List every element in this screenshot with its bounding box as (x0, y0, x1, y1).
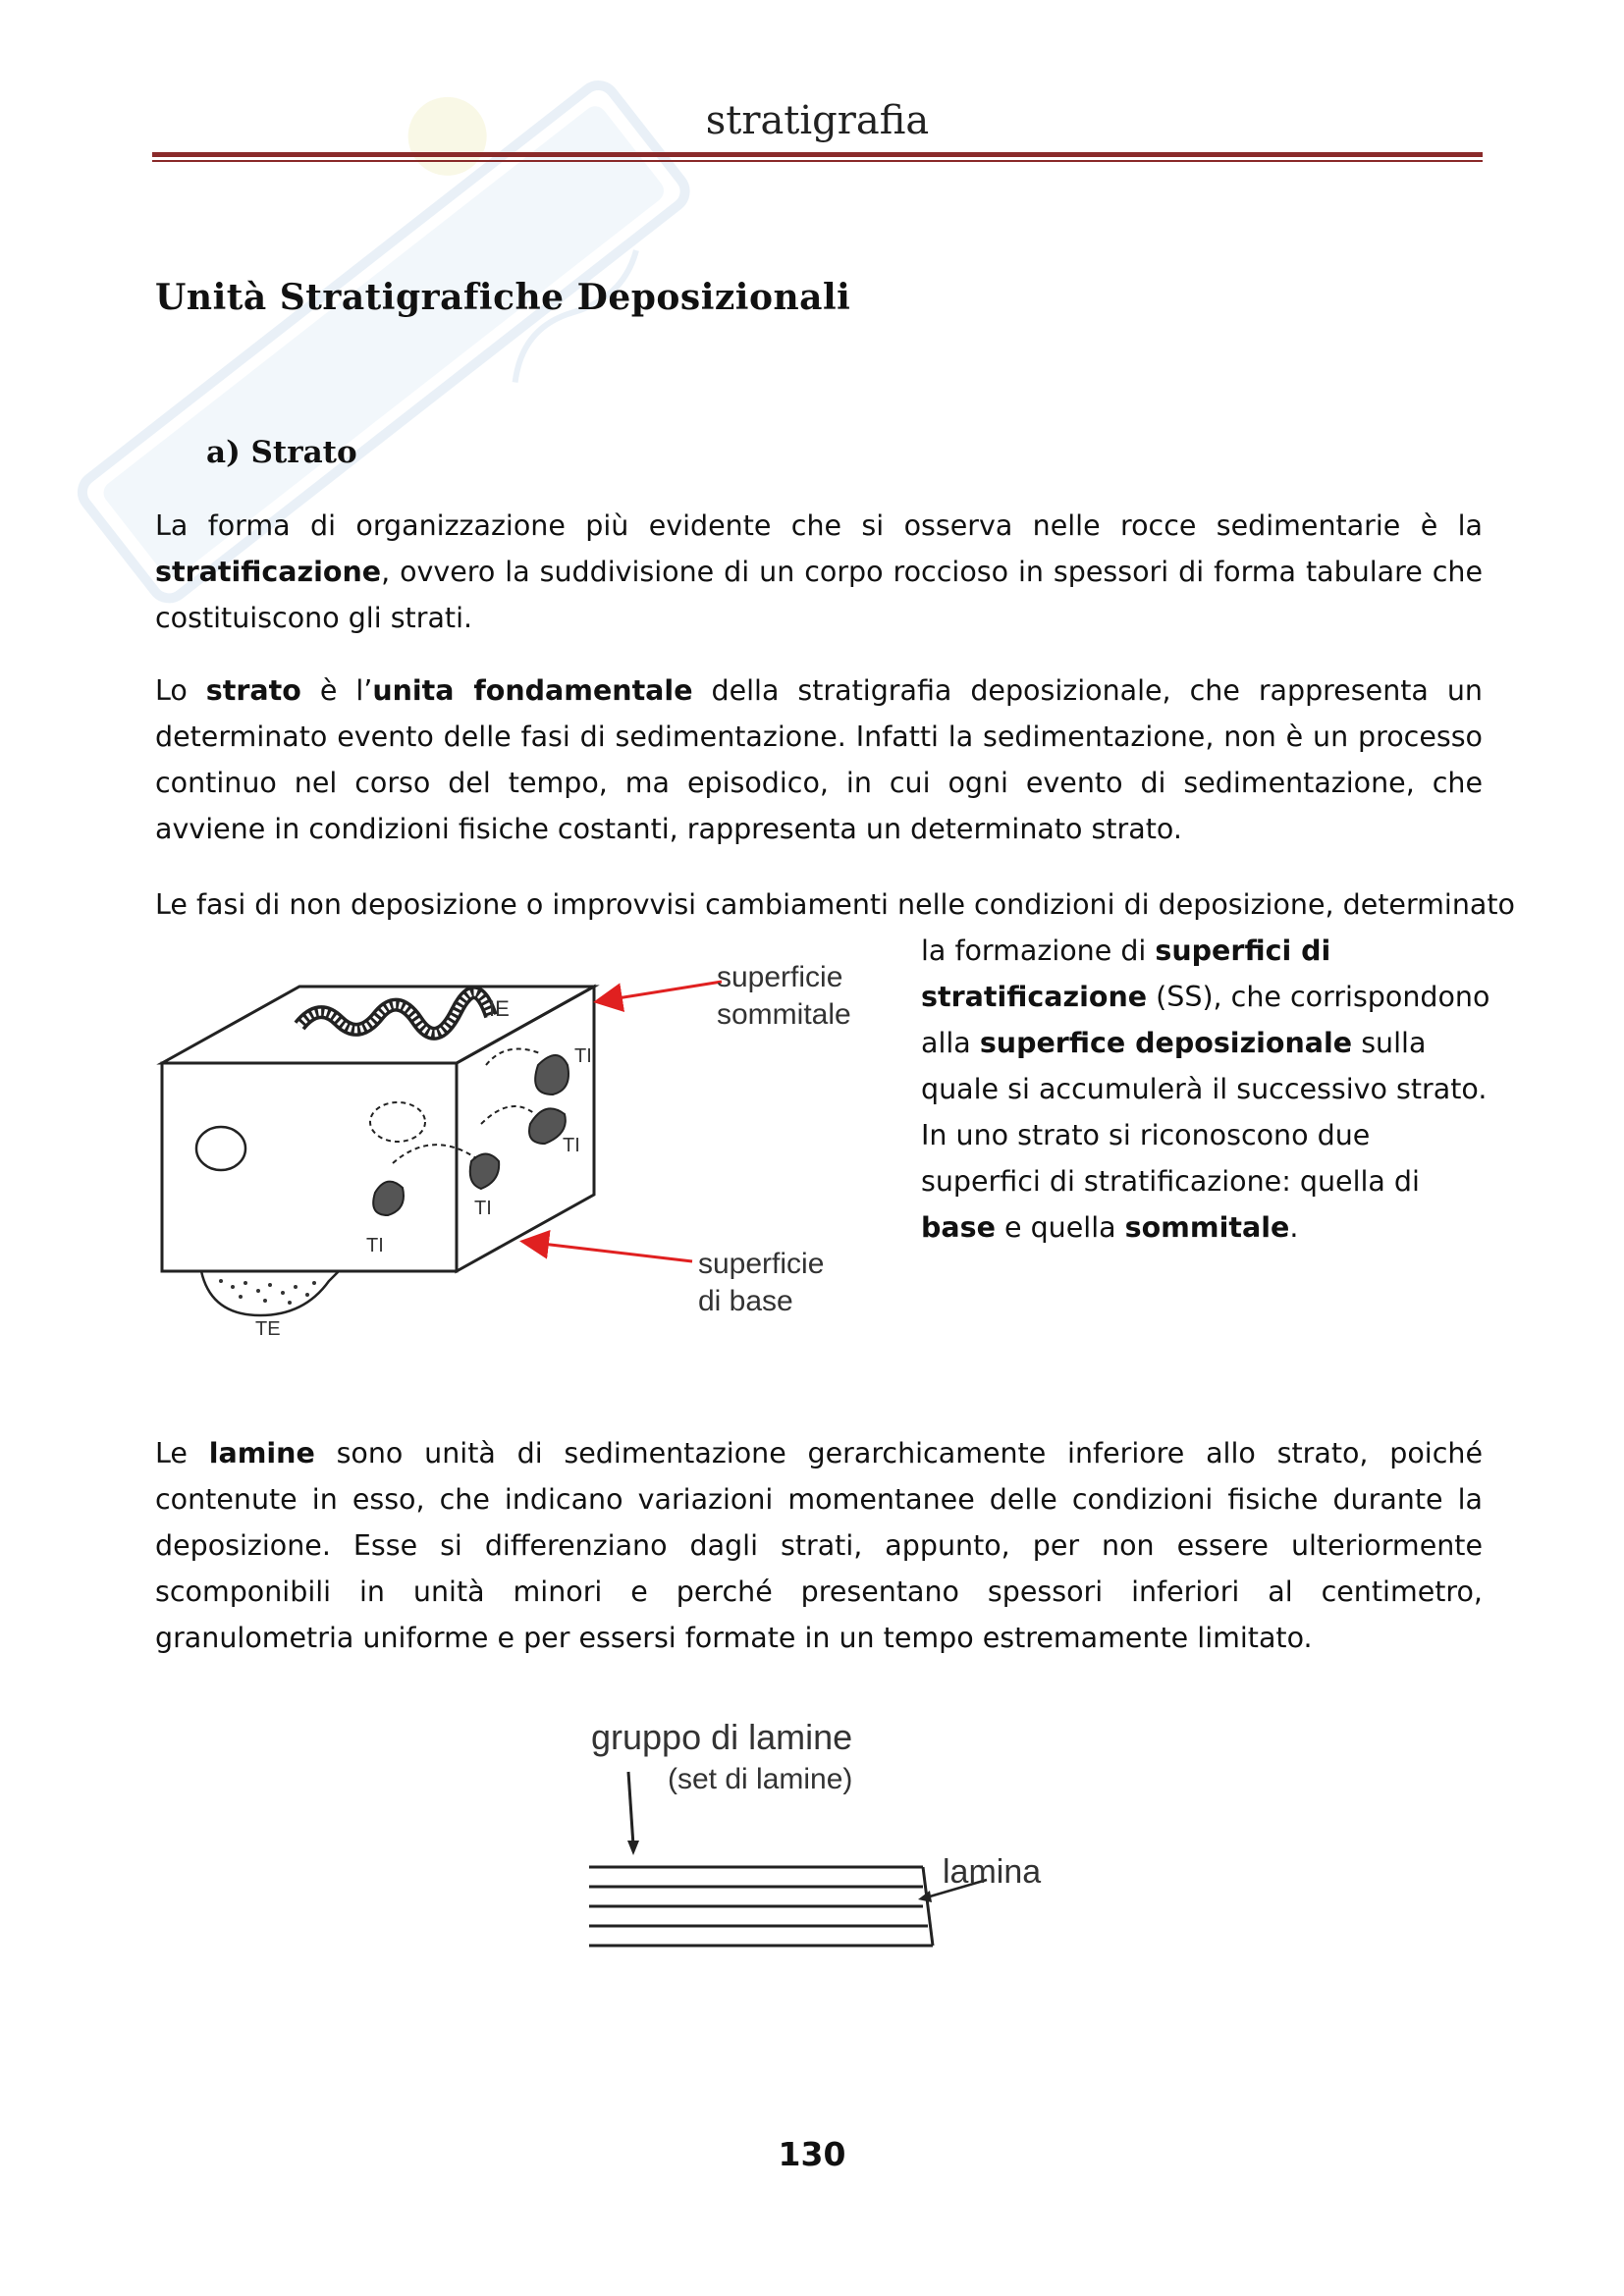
label-superficie-bottom: superficie (698, 1248, 825, 1280)
label-set-di-lamine: (set di lamine) (668, 1763, 853, 1795)
ie-trace (299, 992, 491, 1034)
label-di-base: di base (698, 1285, 793, 1317)
page-number: 130 (778, 2135, 846, 2173)
label-ti-1: TI (574, 1045, 592, 1067)
label-lamina: lamina (943, 1853, 1042, 1891)
paragraph-stratificazione: La forma di organizzazione più evidente che si osserva nelle rocce sedimentarie è la stratificazione, ovvero la suddivisione di un corpo roccioso in spessori di forma tabulare che costituiscono gli strati. (155, 509, 1483, 634)
label-gruppo-di-lamine: gruppo di lamine (591, 1717, 853, 1757)
label-ie: IE (489, 996, 510, 1021)
label-ti-3: TI (474, 1198, 492, 1219)
paragraph-superfici-column: la formazione di superfici di stratificazione (SS), che corrispondono alla superfice deposizionale sulla quale si accumulerà il successivo strato. In uno strato si riconoscono due superfici di stratificazione: quella di base e quella sommitale. (921, 934, 1490, 1244)
lamina-set-diagram (574, 1708, 1085, 1963)
label-sommitale: sommitale (717, 998, 851, 1031)
stratum-block-diagram (152, 957, 879, 1335)
label-ti-2: TI (563, 1135, 580, 1156)
section-title: Unità Stratigrafiche Deposizionali (155, 277, 851, 318)
label-ti-4: TI (366, 1235, 384, 1256)
paragraph-superfici-line1: Le fasi di non deposizione o improvvisi cambiamenti nelle condizioni di deposizione, determinato (155, 888, 1515, 921)
paragraph-strato: Lo strato è l’unita fondamentale della stratigrafia deposizionale, che rappresenta un determinato evento delle fasi di sedimentazione. Infatti la sedimentazione, non è un processo continuo nel corso del tempo, ma episodico, in cui ogni evento di sedimentazione, che avviene in condizioni fisiche costanti, rappresenta un determinato strato. (155, 674, 1483, 845)
subsection-title: a) Strato (206, 435, 357, 470)
header-rule-thin (152, 160, 1483, 162)
paragraph-lamine: Le lamine sono unità di sedimentazione gerarchicamente inferiore allo strato, poiché contenute in esso, che indicano variazioni momentanee delle condizioni fisiche durante la deposizione. Esse si differenziano dagli strati, appunto, per non essere ulteriormente scomponibili in unità minori e perché presentano spessori inferiori al centimetro, granulometria uniforme e per essersi formate in un tempo estremamente limitato. (155, 1437, 1483, 1654)
label-superficie-top: superficie (717, 961, 843, 993)
label-te: TE (255, 1318, 281, 1335)
header-rule-thick (152, 152, 1483, 157)
page-header-title: stratigrafia (705, 98, 930, 143)
